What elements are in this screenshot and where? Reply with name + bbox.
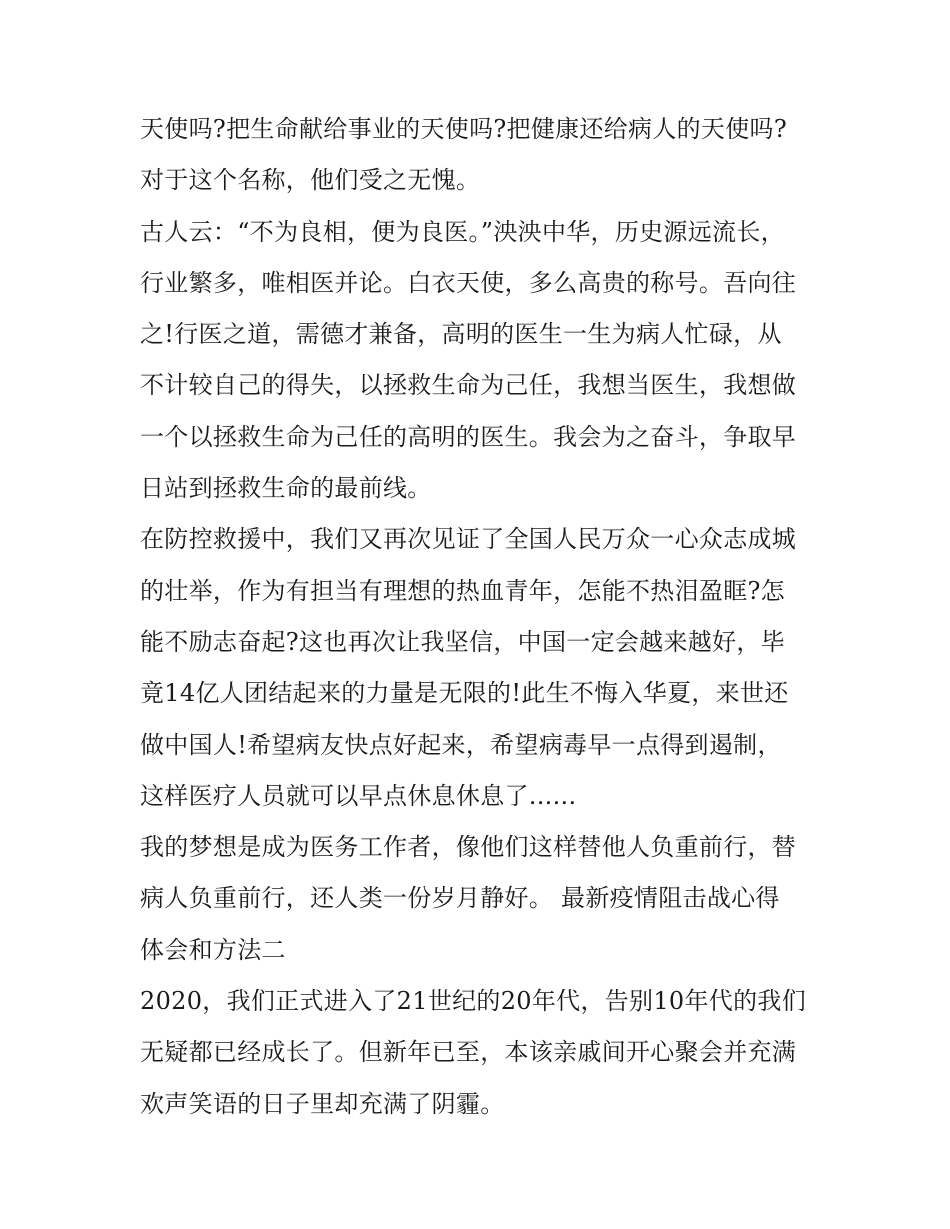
text-line: 一个以拯救生命为己任的高明的医生。我会为之奋斗，争取早 xyxy=(140,422,797,451)
text-line: 欢声笑语的日子里却充满了阴霾。 xyxy=(140,1089,505,1118)
text-line: 的壮举，作为有担当有理想的热血青年，怎能不热泪盈眶?怎 xyxy=(140,576,785,605)
text-line: 做中国人!希望病友快点好起来，希望病毒早一点得到遏制， xyxy=(140,730,782,759)
text-line: 之!行医之道，需德才兼备，高明的医生一生为病人忙碌，从 xyxy=(140,320,782,349)
text-line: 体会和方法二 xyxy=(140,935,286,964)
text-line: 行业繁多，唯相医并论。白衣天使，多么高贵的称号。吾向往 xyxy=(140,268,797,297)
document-body xyxy=(140,104,830,1130)
text-line: 在防控救援中，我们又再次见证了全国人民万众一心众志成城 xyxy=(140,525,797,554)
text-line: 古人云：“不为良相，便为良医。”泱泱中华，历史源远流长， xyxy=(140,217,785,246)
text-line: 竟14亿人团结起来的力量是无限的!此生不悔入华夏，来世还 xyxy=(140,679,789,708)
text-line: 这样医疗人员就可以早点休息休息了...... xyxy=(140,781,577,810)
text-line: 日站到拯救生命的最前线。 xyxy=(140,474,432,503)
text-line: 无疑都已经成长了。但新年已至，本该亲戚间开心聚会并充满 xyxy=(140,1038,797,1067)
text-line: 天使吗?把生命献给事业的天使吗?把健康还给病人的天使吗? xyxy=(140,115,787,143)
text-line: 能不励志奋起?这也再次让我坚信，中国一定会越来越好，毕 xyxy=(140,627,785,656)
text-line: 病人负重前行，还人类一份岁月静好。 最新疫情阻击战心得 xyxy=(140,884,780,913)
text-line: 2020，我们正式进入了21世纪的20年代，告别10年代的我们 xyxy=(140,987,806,1016)
text-line: 不计较自己的得失，以拯救生命为己任，我想当医生，我想做 xyxy=(140,371,797,400)
text-line: 对于这个名称，他们受之无愧。 xyxy=(140,166,481,195)
text-line: 我的梦想是成为医务工作者，像他们这样替他人负重前行，替 xyxy=(140,833,797,862)
